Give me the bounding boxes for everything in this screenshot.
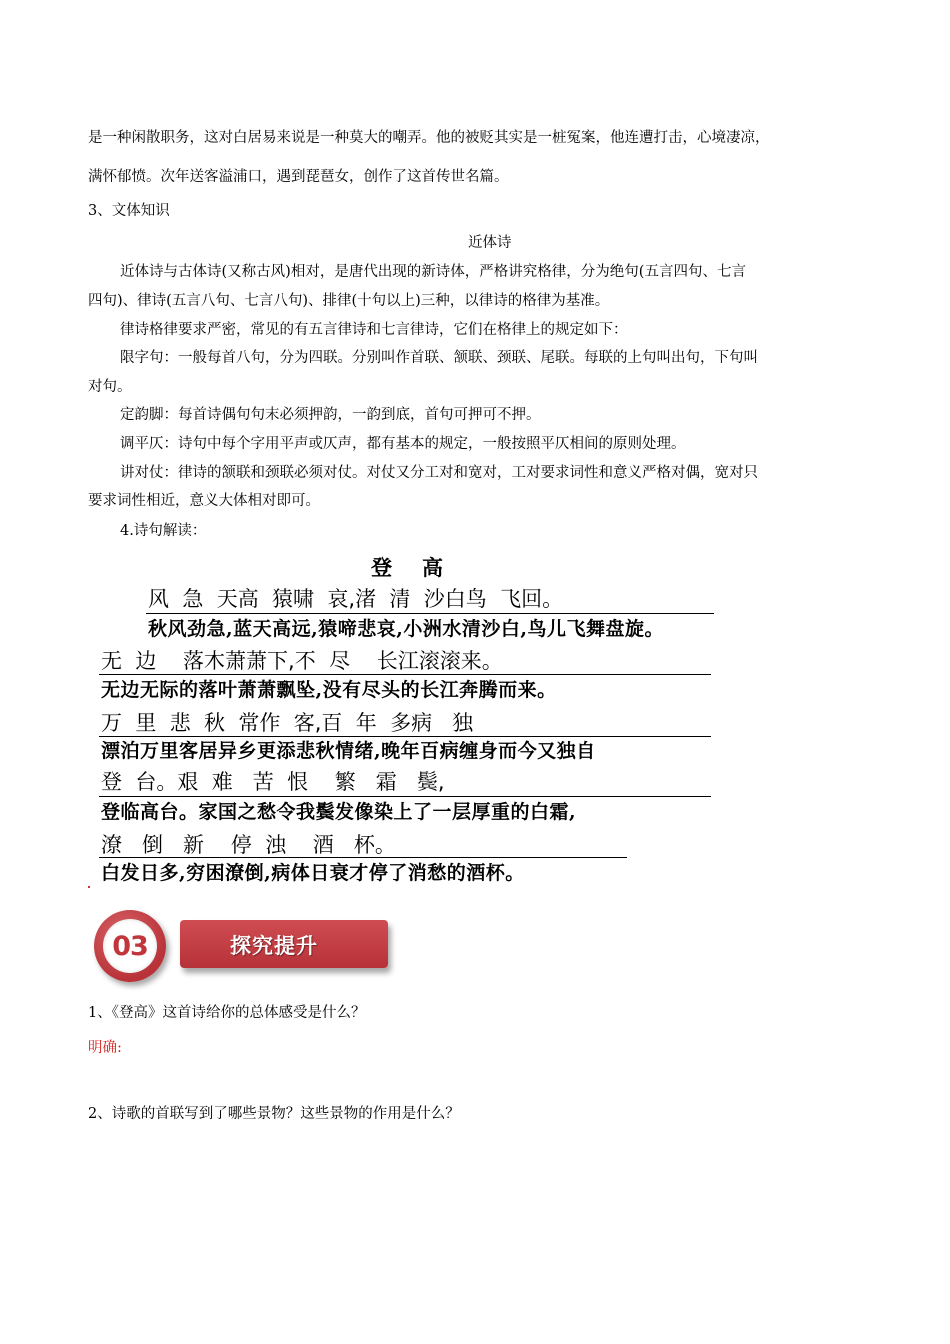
poem-verse-5: 潦 倒 新 停 浊 酒 杯。 [101, 833, 396, 857]
verse-underline [99, 674, 711, 675]
poem-translation-1: 秋风劲急,蓝天高远,猿啼悲哀,小洲水清沙白,鸟儿飞舞盘旋。 [148, 618, 664, 640]
question-2: 2、诗歌的首联写到了哪些景物？这些景物的作用是什么？ [88, 1106, 460, 1122]
verse-underline [99, 736, 711, 737]
answer-label: 明确: [88, 1040, 122, 1056]
para-1-line-2: 四句)、律诗(五言八句、七言八句)、排律(十句以上)三种，以律诗的格律为基准。 [88, 293, 610, 309]
banner-label-box [180, 920, 388, 968]
poem-verse-1: 风 急 天高 猿啸 哀,渚 清 沙白鸟 飞回。 [148, 587, 564, 611]
verse-underline [146, 613, 714, 614]
poem-translation-2: 无边无际的落叶萧萧飘坠,没有尽头的长江奔腾而来。 [101, 679, 557, 701]
section-3-title: 近体诗 [468, 235, 512, 251]
para-1-line-1: 近体诗与古体诗(又称古风)相对，是唐代出现的新诗体，严格讲究格律，分为绝句(五言四句、七言 [120, 264, 746, 280]
section-3-heading: 3、文体知识 [88, 203, 170, 219]
question-1: 1、《登高》这首诗给你的总体感受是什么？ [88, 1005, 366, 1021]
para-6-line-1: 讲对仗：律诗的颔联和颈联必须对仗。对仗又分工对和宽对，工对要求词性和意义严格对偶，宽对只 [120, 465, 758, 481]
section-4-heading: 4.诗句解读： [120, 523, 207, 539]
verse-underline [99, 857, 627, 858]
verse-underline [99, 796, 711, 797]
para-3-line-2: 对句。 [88, 379, 132, 395]
poem-verse-2: 无 边 落木萧萧下,不 尽 长江滚滚来。 [101, 649, 503, 673]
banner-number-badge [94, 910, 166, 982]
poem-translation-5: 白发日多,穷困潦倒,病体日衰才停了消愁的酒杯。 [101, 862, 525, 884]
para-4: 定韵脚：每首诗偶句句末必须押韵，一韵到底，首句可押可不押。 [120, 407, 541, 423]
intro-line-2: 满怀郁愤。次年送客溢浦口，遇到琵琶女，创作了这首传世名篇。 [88, 169, 509, 185]
para-2: 律诗格律要求严密，常见的有五言律诗和七言律诗，它们在格律上的规定如下： [120, 322, 628, 338]
poem-title: 登高 [371, 556, 473, 580]
intro-line-1: 是一种闲散职务，这对白居易来说是一种莫大的嘲弄。他的被贬其实是一桩冤案，他连遭打击，心境凄凉， [88, 130, 770, 146]
poem-translation-4: 登临高台。家国之愁令我鬓发像染上了一层厚重的白霜, [101, 801, 577, 823]
poem-verse-3: 万 里 悲 秋 常作 客,百 年 多病 独 [101, 711, 474, 735]
para-6-line-2: 要求词性相近，意义大体相对即可。 [88, 493, 320, 509]
stray-mark [88, 886, 90, 888]
para-3-line-1: 限字句：一般每首八句，分为四联。分别叫作首联、颔联、颈联、尾联。每联的上句叫出句，下句叫 [120, 350, 758, 366]
banner-label: 探究提升 [230, 934, 318, 958]
para-5: 调平仄：诗句中每个字用平声或仄声，都有基本的规定，一般按照平仄相间的原则处理。 [120, 436, 686, 452]
banner-number: 03 [112, 930, 148, 962]
section-banner [90, 910, 400, 990]
poem-verse-4: 登 台。艰 难 苦 恨 繁 霜 鬓, [101, 770, 445, 794]
poem-translation-3: 漂泊万里客居异乡更添悲秋情绪,晚年百病缠身而今又独自 [101, 740, 596, 762]
